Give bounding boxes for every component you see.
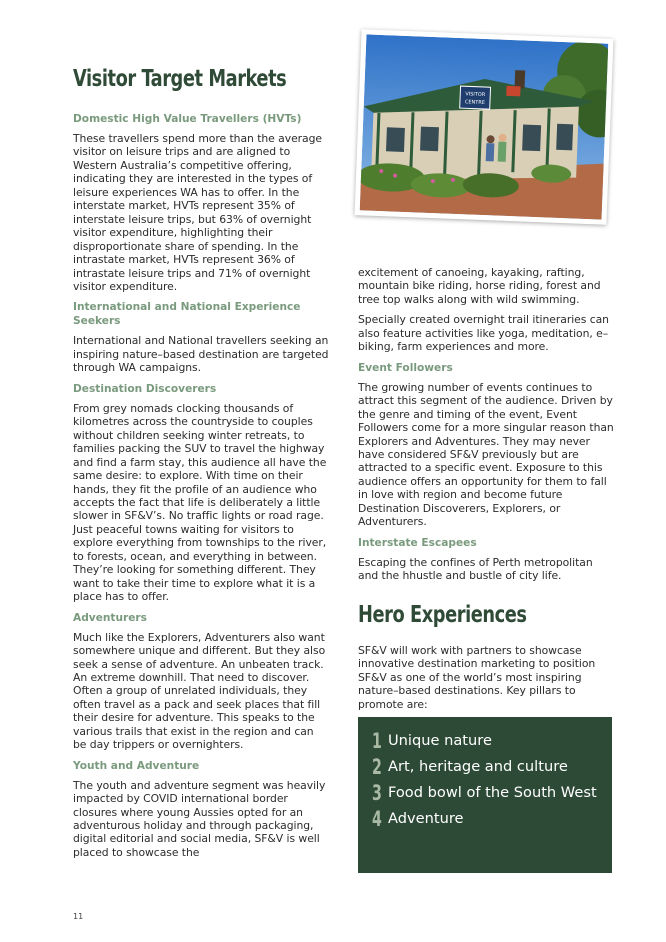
hero-intro-text: SF&V will work with partners to showcase innovative destination marketing to position SF&V as one of the world’s most inspiring nature–based destinations. Key pillars to promote are: (358, 644, 596, 711)
pillar-number: 3 (372, 781, 382, 805)
pillar-label: Art, heritage and culture (388, 758, 568, 775)
paragraph: These travellers spend more than the average visitor on leisure trips and are aligned to Western Australia’s competitive offering, indicating they are interested in the types of leisure experiences WA has to offer. In the interstate market, HVTs represent 35% of interstate leisure trips, but 63% of overnight visitor expenditure, highlighting their disproportionate share of spending. In the intrastate market, HVTs represent 36% of intrastate leisure trips and 71% of overnight visitor expenditure. (73, 132, 323, 293)
pillar-item (372, 731, 598, 751)
subheading: Interstate Escapees (358, 536, 477, 549)
page-number: 11 (73, 912, 84, 921)
subheading: Destination Discoverers (73, 382, 217, 395)
pillar-item (372, 757, 598, 777)
subheading: Event Followers (358, 361, 453, 374)
photo-illustration (360, 34, 609, 219)
paragraph: International and National travellers seeking an inspiring nature–based destination are targeted through WA campaigns. (73, 334, 329, 375)
paragraph: The growing number of events continues to attract this segment of the audience. Driven by the genre and timing of the event, Event Followers come for a more singular reason than Explorers and Adventures. They may never have considered SF&V previously but are attracted to a specific event. Exposure to this audience offers an opportunity for them to fall in love with region and become future Destination Discoverers, Explorers, or Adventurers. (358, 380, 614, 529)
key-pillars-box (358, 717, 612, 873)
subheading: Adventurers (73, 611, 147, 624)
pillar-label: Unique nature (388, 732, 492, 749)
pillar-number: 1 (372, 729, 382, 753)
sign-text-line1: VISITOR (465, 91, 486, 99)
pillar-item (372, 783, 598, 803)
subheading: Youth and Adventure (73, 759, 200, 772)
pillar-label: Food bowl of the South West (388, 784, 597, 801)
section-title-visitor-target-markets: Visitor Target Markets (73, 66, 287, 92)
pillar-label: Adventure (388, 810, 464, 827)
left-column (73, 112, 329, 866)
paragraph: excitement of canoeing, kayaking, rafting, mountain bike riding, horse riding, forest and tree top walks along with wild swimming. (358, 266, 601, 306)
paragraph: From grey nomads clocking thousands of kilometres across the countryside to couples without children seeking winter retreats, to families packing the SUV to travel the highway and find a farm stay, this audience all have the same desire: to explore. With time on their hands, they fit the profile of an audience who accepts the fact that life is deliberately a little slower in SF&V’s. No traffic lights or road rage. Just peaceful towns waiting for visitors to explore everything from townships to the river, to forests, ocean, and everything in between. They’re looking for something different. They want to take their time to explore what it is a place has to offer. (73, 401, 327, 604)
pillar-number: 4 (372, 807, 382, 831)
subheading: International and National Experience Seekers (73, 301, 301, 328)
visitor-centre-photo (355, 29, 614, 225)
sign-text-line2: CENTRE (464, 99, 486, 107)
paragraph: Escaping the confines of Perth metropolitan and the hhustle and bustle of city life. (358, 555, 593, 583)
pillar-number: 2 (372, 755, 382, 779)
subheading: Domestic High Value Travellers (HVTs) (73, 113, 302, 125)
section-title-hero-experiences: Hero Experiences (358, 602, 527, 628)
paragraph: Much like the Explorers, Adventurers also want somewhere unique and different. But they also seek a sense of adventure. An unbeaten track. An extreme downhill. That need to discover. Often a group of unrelated individuals, they often travel as a pack and seek places that fill their desire for adventure. This speaks to the various trails that exist in the region and can be day trippers or overnighters. (73, 630, 326, 752)
right-column (358, 266, 614, 590)
paragraph: The youth and adventure segment was heavily impacted by COVID international border closures where young Aussies opted for an adventurous holiday and through packaging, digital editorial and social media, SF&V is well placed to showcase the (73, 778, 326, 859)
hero-intro-block (358, 644, 614, 718)
paragraph: Specially created overnight trail itineraries can also feature activities like yoga, meditation, e–biking, farm experiences and more. (358, 313, 609, 354)
pillar-item (372, 809, 598, 829)
